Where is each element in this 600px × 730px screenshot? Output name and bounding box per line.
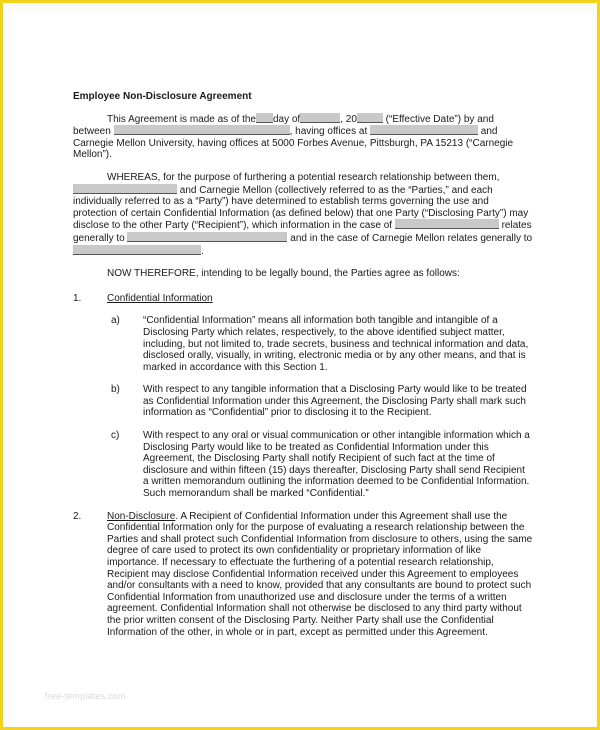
agreement-body xyxy=(73,91,533,638)
day-blank xyxy=(256,113,273,123)
clause-a xyxy=(73,315,533,373)
clause-letter: a) xyxy=(111,315,120,327)
party-blank xyxy=(73,184,177,194)
section-number: 2. xyxy=(73,510,82,522)
whereas-paragraph: WHEREAS, for the purpose of furthering a potential research relationship between them, and Carnegie Mellon (collectively referred to as the “Parties,” and each individually referred to as a “Party”) have determined to establish terms governing the use and protection of certain Confidential Information (as defined below) that one Party (“Disclosing Party”) may disclose to the other Party (“Recipient”), which information in the case of relates generally to and in the case of Carnegie Mellon relates generally to . xyxy=(73,171,533,257)
party-subject-blank xyxy=(127,232,287,242)
section-number: 1. xyxy=(73,292,82,304)
document-page xyxy=(11,11,595,725)
clause-letter: b) xyxy=(111,384,120,396)
section-title: Confidential Information xyxy=(107,292,213,304)
cmu-subject-blank xyxy=(73,245,201,255)
clause-c xyxy=(73,430,533,500)
party-name-blank xyxy=(114,125,290,135)
year-blank xyxy=(357,113,383,123)
clause-text: “Confidential Information” means all information both tangible and intangible of a Disclosing Party which relates, respectively, to the above identified subject matter, including, but not limited to, trade secrets, business and technical information and data, disclosed orally, visually, in writing, electronic media or by any other means, and that is marked in accordance with this Section 1. xyxy=(143,315,529,373)
section-title: Non-Disclosure xyxy=(107,510,176,522)
month-blank xyxy=(300,113,340,123)
office-address-blank xyxy=(370,125,478,135)
clause-letter: c) xyxy=(111,430,120,442)
now-therefore-paragraph: NOW THEREFORE, intending to be legally bound, the Parties agree as follows: xyxy=(107,268,460,280)
clause-b xyxy=(73,384,533,419)
document-title: Employee Non-Disclosure Agreement xyxy=(73,91,252,102)
party-case-blank xyxy=(395,219,499,229)
section-1-heading xyxy=(73,293,533,305)
intro-paragraph: This Agreement is made as of the day of , 20 (“Effective Date”) by and between , having offices at and Carnegie Mellon University, having offices at 5000 Forbes Avenue, Pittsburgh, PA 15213 (“Carnegie Mellon”). xyxy=(73,113,514,161)
clause-text: With respect to any oral or visual communication or other intangible information which a Disclosing Party would like to be treated as Confidential Information under this Agreement, the Disclosing Party shall notify Recipient of such fact at the time of disclosure and within fifteen (15) days thereafter, Disclosing Party shall send Recipient a written memorandum outlining the information deemed to be Confidential Information. Such memorandum shall be marked “Confidential.” xyxy=(143,430,530,500)
clause-text: With respect to any tangible information that a Disclosing Party would like to be treated as Confidential Information under this Agreement, the Disclosing Party shall mark such information as “Confidential” prior to disclosing it to the Recipient. xyxy=(143,384,527,419)
watermark-text: free-templates.com xyxy=(45,691,126,701)
section-text: . A Recipient of Confidential Information under this Agreement shall use the Confidential Information only for the purpose of evaluating a research relationship between the Parties and shall protect such Confidential Information from disclosure to others, using the same degree of care used to protect its own confidentiality or proprietary information of like importance. If necessary to effectuate the furthering of a potential research relationship, Recipient may disclose Confidential Information received under this Agreement to employees and/or consultants with a need to know, provided that any consultants are bound to protect such Confidential Information from unauthorized use and disclosure under the terms of a written agreement. Confidential Information shall not otherwise be disclosed to any third party without the prior written consent of the Disclosing Party. Neither Party shall use the Confidential Information of the other, in whole or in part, except as permitted under this Agreement. xyxy=(107,510,533,638)
section-2 xyxy=(73,511,533,639)
